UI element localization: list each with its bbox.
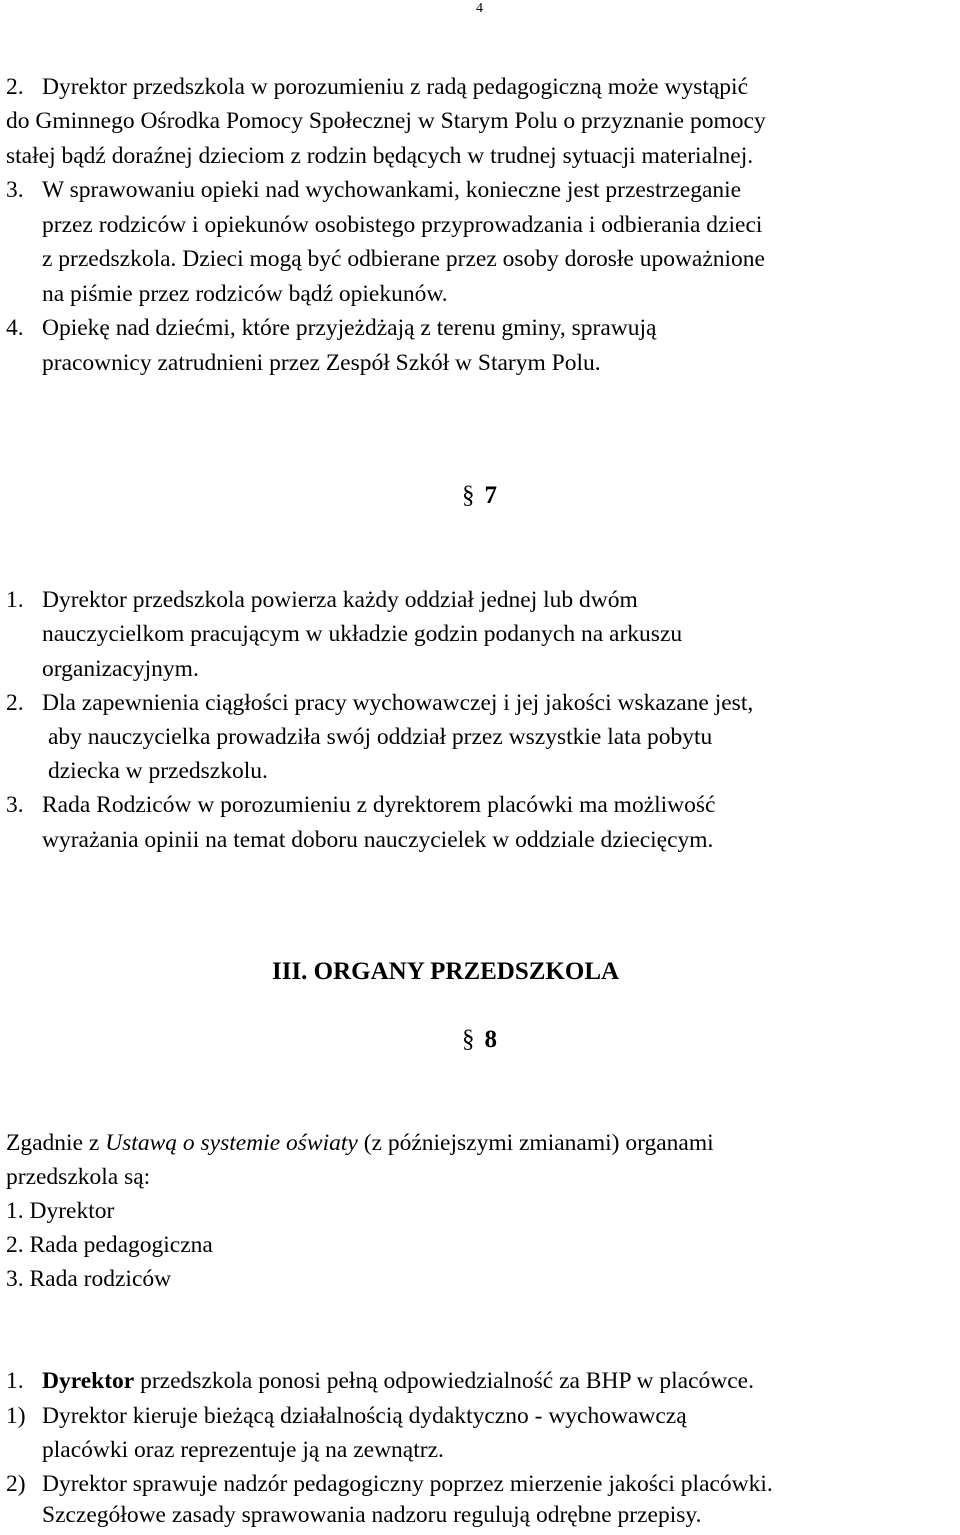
- paragraph-text: Dyrektor przedszkola w porozumieniu z radą pedagogiczną może wystąpić: [42, 74, 749, 100]
- list-number: 3.: [6, 177, 24, 203]
- list-number: 2.: [6, 690, 24, 716]
- director-point-1-line-2: placówki oraz reprezentuje ją na zewnątrz.: [42, 1437, 444, 1463]
- paragraph-3-line-2: przez rodziców i opiekunów osobistego przyprowadzania i odbierania dzieci: [42, 212, 763, 238]
- director-paragraph-1: [6, 1366, 754, 1396]
- paragraph-4-line-1: [6, 313, 656, 343]
- paragraph-3-line-1: [6, 175, 741, 205]
- paragraph-text: W sprawowaniu opieki nad wychowankami, konieczne jest przestrzeganie: [42, 177, 742, 203]
- organ-list-item: 2. Rada pedagogiczna: [6, 1232, 213, 1258]
- section-symbol: §: [462, 482, 475, 509]
- paragraph-4-line-2: pracownicy zatrudnieni przez Zespół Szkół w Starym Polu.: [42, 350, 601, 376]
- s7-paragraph-1-line-1: [6, 585, 638, 615]
- paragraph-2-line-2: do Gminnego Ośrodka Pomocy Społecznej w Starym Polu o przyznanie pomocy: [6, 108, 766, 134]
- paragraph-text: Opiekę nad dziećmi, które przyjeżdżają z terenu gminy, sprawują: [42, 315, 657, 341]
- s8-intro-line-1: [6, 1128, 714, 1158]
- s7-paragraph-1-line-2: nauczycielkom pracującym w układzie godzin podanych na arkuszu: [42, 621, 683, 647]
- s7-paragraph-3-line-2: wyrażania opinii na temat doboru nauczycielek w oddziale dziecięcym.: [42, 827, 714, 853]
- list-number: 1): [6, 1403, 26, 1429]
- section-7-heading: [462, 482, 497, 510]
- statute-title: Ustawą o systemie oświaty: [105, 1130, 358, 1156]
- paragraph-text: Dyrektor przedszkola powierza każdy oddział jednej lub dwóm: [42, 587, 638, 613]
- director-point-2-line-2: Szczegółowe zasady sprawowania nadzoru regulują odrębne przepisy.: [42, 1502, 702, 1528]
- s8-intro-line-2: przedszkola są:: [6, 1164, 151, 1190]
- list-number: 2): [6, 1471, 26, 1497]
- page-number: 4: [476, 1, 483, 16]
- paragraph-text: Dyrektor sprawuje nadzór pedagogiczny poprzez mierzenie jakości placówki.: [42, 1471, 773, 1497]
- director-point-2-line-1: [6, 1469, 773, 1499]
- paragraph-text: Dyrektor kieruje bieżącą działalnością dydaktyczno - wychowawczą: [42, 1403, 687, 1429]
- section-8-heading: [462, 1026, 497, 1054]
- paragraph-text: Dla zapewnienia ciągłości pracy wychowawczej i jej jakości wskazane jest,: [42, 690, 754, 716]
- paragraph-text: Rada Rodziców w porozumieniu z dyrektorem placówki ma możliwość: [42, 792, 716, 818]
- s7-paragraph-2-line-3: dziecka w przedszkolu.: [48, 758, 268, 784]
- organ-list-item: 3. Rada rodziców: [6, 1266, 172, 1292]
- s7-paragraph-2-line-2: aby nauczycielka prowadziła swój oddział przez wszystkie lata pobytu: [48, 724, 713, 750]
- chapter-heading: III. ORGANY PRZEDSZKOLA: [272, 958, 620, 985]
- intro-text: (z późniejszymi zmianami) organami: [357, 1130, 714, 1156]
- section-number: 7: [484, 482, 497, 509]
- list-number: 1.: [6, 587, 24, 613]
- s7-paragraph-1-line-3: organizacyjnym.: [42, 656, 199, 682]
- s7-paragraph-3-line-1: [6, 790, 715, 820]
- list-number: 4.: [6, 315, 24, 341]
- organ-list-item: 1. Dyrektor: [6, 1198, 115, 1224]
- paragraph-2-line-1: [6, 72, 748, 102]
- list-number: 1.: [6, 1368, 24, 1394]
- director-term: Dyrektor: [42, 1368, 135, 1394]
- section-number: 8: [484, 1026, 497, 1053]
- paragraph-3-line-4: na piśmie przez rodziców bądź opiekunów.: [42, 281, 448, 307]
- intro-text: Zgadnie z: [6, 1130, 106, 1156]
- section-symbol: §: [462, 1026, 475, 1053]
- director-point-1-line-1: [6, 1401, 687, 1431]
- paragraph-3-line-3: z przedszkola. Dzieci mogą być odbierane przez osoby dorosłe upoważnione: [42, 246, 765, 272]
- paragraph-text: przedszkola ponosi pełną odpowiedzialność za BHP w placówce.: [134, 1368, 754, 1394]
- list-number: 3.: [6, 792, 24, 818]
- paragraph-2-line-3: stałej bądź doraźnej dzieciom z rodzin będących w trudnej sytuacji materialnej.: [6, 143, 754, 169]
- s7-paragraph-2-line-1: [6, 688, 753, 718]
- list-number: 2.: [6, 74, 24, 100]
